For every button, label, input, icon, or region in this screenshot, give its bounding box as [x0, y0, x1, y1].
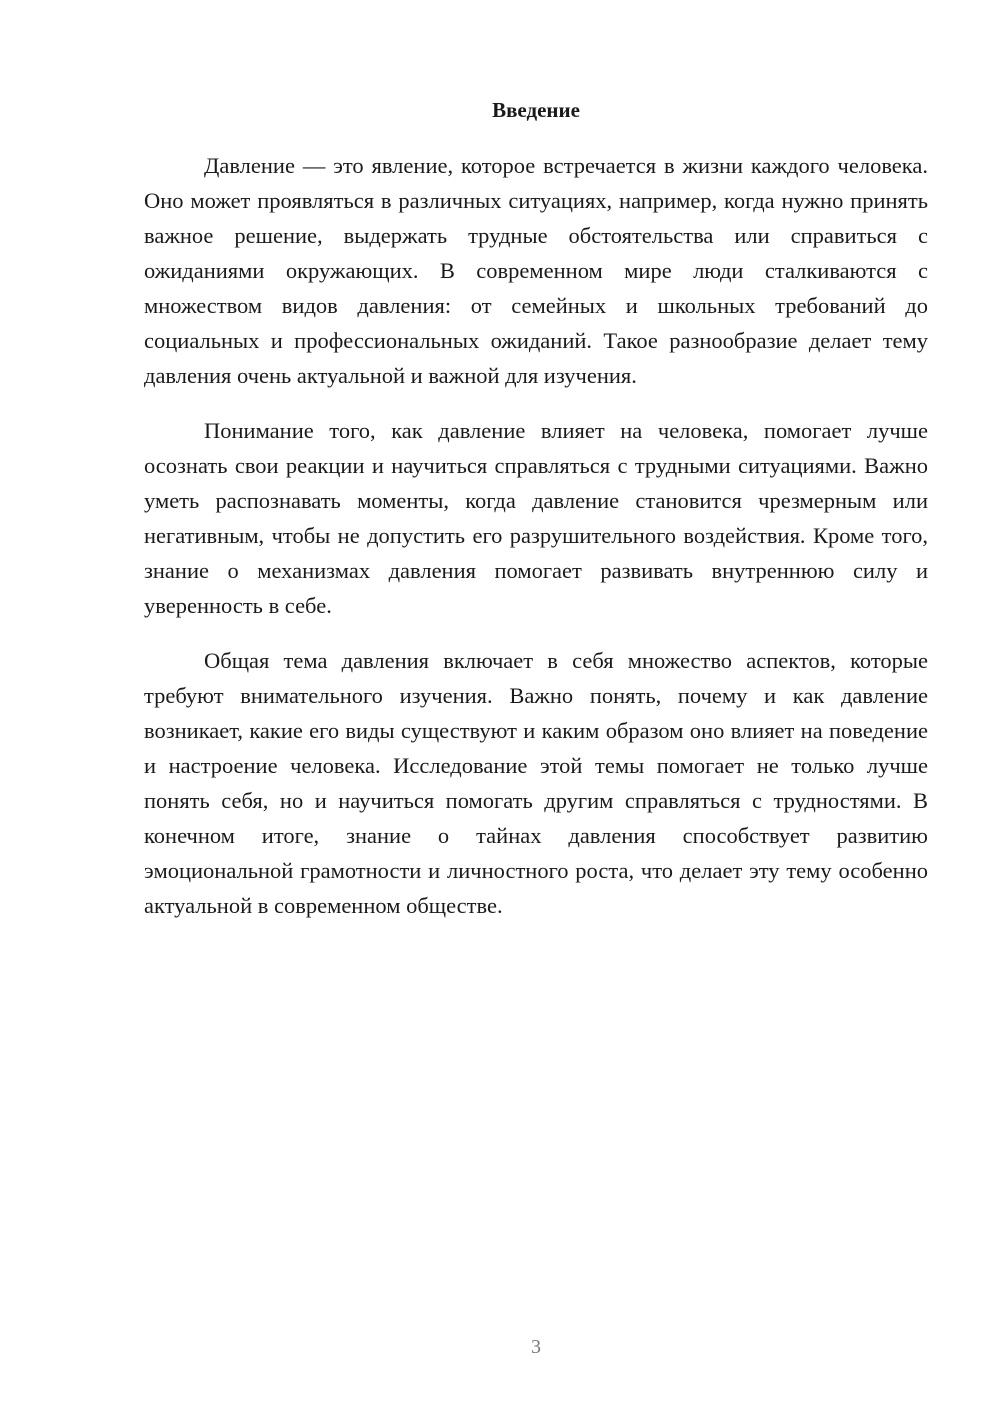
paragraph-1: Давление — это явление, которое встречается в жизни каждого человека. Оно может проявляться в различных ситуациях, например, когда нужно принять важное решение, выдержать трудные обстоятельства или справиться с ожиданиями окружающих. В современном мире люди сталкиваются с множеством видов давления: от семейных и школьных требований до социальных и профессиональных ожиданий. Такое разнообразие делает тему давления очень актуальной и важной для изучения. [144, 153, 928, 388]
page-number: 3 [531, 1336, 541, 1358]
paragraph-2: Понимание того, как давление влияет на человека, помогает лучше осознать свои реакции и научиться справляться с трудными ситуациями. Важно уметь распознавать моменты, когда давление становится чрезмерным или негативным, чтобы не допустить его разрушительного воздействия. Кроме того, знание о механизмах давления помогает развивать внутреннюю силу и уверенность в себе. [144, 418, 928, 618]
page-content [144, 92, 928, 943]
paragraph-3: Общая тема давления включает в себя множество аспектов, которые требуют внимательного изучения. Важно понять, почему и как давление возникает, какие его виды существуют и каким образом оно влияет на поведение и настроение человека. Исследование этой темы помогает не только лучше понять себя, но и научиться помогать другим справляться с трудностями. В конечном итоге, знание о тайнах давления способствует развитию эмоциональной грамотности и личностного роста, что делает эту тему особенно актуальной в современном обществе. [144, 648, 928, 918]
section-heading: Введение [492, 98, 580, 122]
